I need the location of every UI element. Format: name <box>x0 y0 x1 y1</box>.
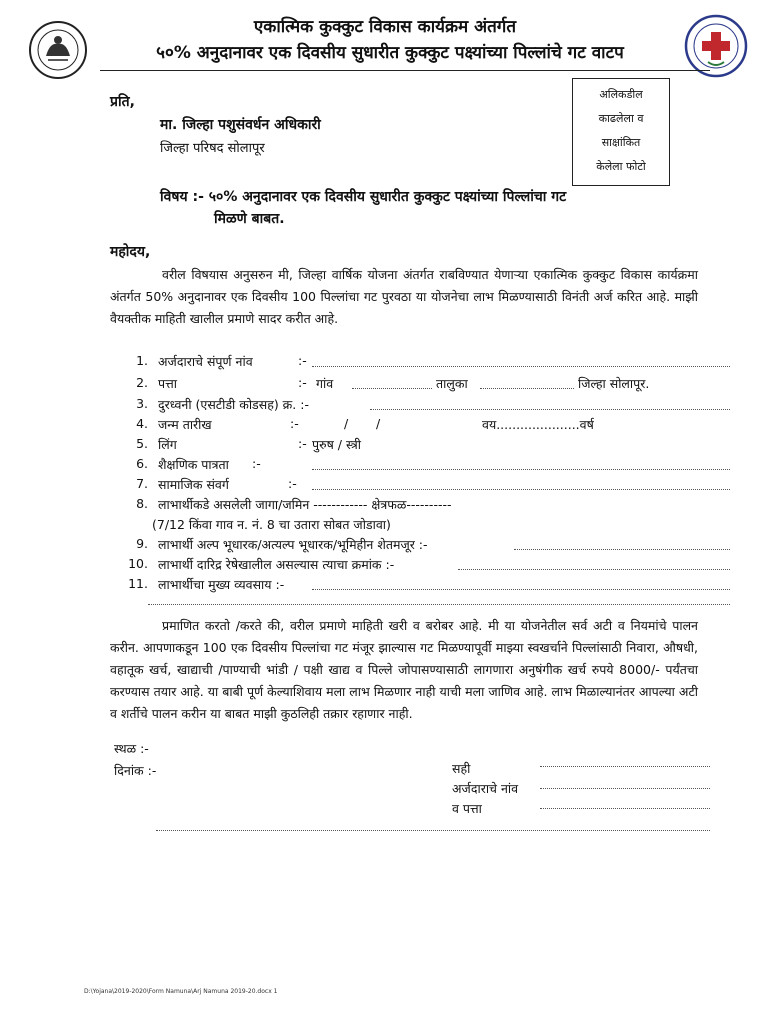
field-sep: :- <box>288 476 297 491</box>
landholder-field-line[interactable] <box>514 549 730 550</box>
education-field-line[interactable] <box>312 469 730 470</box>
photo-box-line: केलेला फोटो <box>596 160 646 173</box>
form-title-line1: एकात्मिक कुक्कुट विकास कार्यक्रम अंतर्गत <box>253 17 517 37</box>
field-land-note: (7/12 किंवा गाव न. नं. 8 चा उतारा सोबत जोडावा) <box>152 517 391 532</box>
field-sep: :- <box>298 375 307 390</box>
intro-text: वरील विषयास अनुसरुन मी, जिल्हा वार्षिक योजना अंतर्गत राबविण्यात येणाऱ्या एकात्मिक कुक्कुट विकास कार्यक्रमा अंतर्गत 50% अनुदानावर एक दिवसीय 100 पिल्लांचा गट पुरवठा या योजनेचा लाभ मिळण्यासाठी विनंती अर्ज करित आहे. माझी वैयक्तीक माहिती खालील प्रमाणे सादर करीत आहे. <box>110 267 698 326</box>
photo-box-line: काढलेला व <box>598 112 644 125</box>
officer-title: मा. जिल्हा पशुसंवर्धन अधिकारी <box>160 117 321 133</box>
field-number: 2. <box>136 375 148 390</box>
district-label: जिल्हा सोलापूर. <box>578 376 650 391</box>
field-number: 1. <box>136 353 148 368</box>
place-label: स्थळ :- <box>114 741 149 756</box>
field-label-dob: जन्म तारीख <box>158 417 212 432</box>
field-label-landholder: लाभार्थी अल्प भूधारक/अत्यल्प भूधारक/भूमिहीन शेतमजूर :- <box>158 537 428 552</box>
phone-field-line[interactable] <box>370 409 730 410</box>
field-label-bpl: लाभार्थी दारिद्र रेषेखालील असल्यास त्याचा क्रमांक :- <box>158 557 395 572</box>
date-label: दिनांक :- <box>114 763 157 778</box>
gender-options[interactable]: पुरुष / स्त्री <box>312 437 361 452</box>
right-seal-logo <box>684 14 748 78</box>
field-label-land: लाभार्थीकडे असलेली जागा/जमिन ------------ क्षेत्रफळ---------- <box>158 497 452 512</box>
sign-label: सही <box>452 761 471 776</box>
address-field-line2[interactable] <box>156 830 710 831</box>
field-label-name: अर्जदाराचे संपूर्ण नांव <box>158 354 253 369</box>
intro-paragraph <box>110 264 698 330</box>
field-label-occupation: लाभार्थीचा मुख्य व्यवसाय :- <box>158 577 285 592</box>
bpl-field-line[interactable] <box>458 569 730 570</box>
title-underline <box>100 70 710 71</box>
field-sep: :- <box>298 436 307 451</box>
subject-line1: विषय :- ५०% अनुदानावर एक दिवसीय सुधारीत कुक्कुट पक्ष्यांच्या पिल्लांचा गट <box>160 189 567 205</box>
gaon-label: गांव <box>316 376 334 391</box>
office-name: जिल्हा परिषद सोलापूर <box>160 141 265 156</box>
taluka-label: तालुका <box>436 376 468 391</box>
occupation-field-line[interactable] <box>312 589 730 590</box>
field-number: 6. <box>136 456 148 471</box>
form-title-line2: ५०% अनुदानावर एक दिवसीय सुधारीत कुक्कुट पक्ष्यांच्या पिल्लांचे गट वाटप <box>156 43 624 63</box>
prati-label: प्रति, <box>110 94 135 110</box>
field-number: 9. <box>136 536 148 551</box>
declaration-paragraph <box>110 615 698 725</box>
field-label-gender: लिंग <box>158 437 177 452</box>
sign-field-line[interactable] <box>540 766 710 767</box>
left-seal-logo <box>28 20 88 80</box>
field-number: 8. <box>136 496 148 511</box>
field-label-phone: दुरध्वनी (एसटीडी कोडसह) क्र. :- <box>158 397 309 412</box>
field-label-education: शैक्षणिक पात्रता <box>158 457 229 472</box>
dob-slash: / <box>376 416 381 431</box>
field-sep: :- <box>252 456 261 471</box>
applicant-name-label: अर्जदाराचे नांव <box>452 781 519 796</box>
taluka-field-line[interactable] <box>480 388 574 389</box>
footer-file-path: D:\Yojana\2019-2020\Form Namuna\Arj Namuna 2019-20.docx 1 <box>84 988 278 995</box>
occupation-field-line2[interactable] <box>148 604 730 605</box>
field-sep: :- <box>298 353 307 368</box>
dob-slash: / <box>344 416 349 431</box>
field-number: 4. <box>136 416 148 431</box>
field-label-category: सामाजिक संवर्ग <box>158 477 229 492</box>
field-sep: :- <box>290 416 299 431</box>
field-number: 10. <box>128 556 148 571</box>
name-field-line[interactable] <box>312 366 730 367</box>
field-number: 3. <box>136 396 148 411</box>
applicant-address-field-line[interactable] <box>540 808 710 809</box>
salutation: महोदय, <box>110 244 151 260</box>
applicant-name-field-line[interactable] <box>540 788 710 789</box>
field-number: 5. <box>136 436 148 451</box>
age-label: वय.....................वर्ष <box>482 417 594 432</box>
photo-box-line: साक्षांकित <box>601 136 641 149</box>
photo-box <box>572 78 670 186</box>
photo-box-line: अलिकडील <box>599 88 643 101</box>
field-number: 7. <box>136 476 148 491</box>
subject-line2: मिळणे बाबत. <box>214 211 285 227</box>
category-field-line[interactable] <box>312 489 730 490</box>
applicant-address-label: व पत्ता <box>452 801 482 816</box>
field-label-address: पत्ता <box>158 376 177 391</box>
field-number: 11. <box>128 576 148 591</box>
gaon-field-line[interactable] <box>352 388 432 389</box>
declaration-text: प्रमाणित करतो /करते की, वरील प्रमाणे माहिती खरी व बरोबर आहे. मी या योजनेतील सर्व अटी व नियमांचे पालन करीन. आपणाकडून 100 एक दिवसीय पिल्लांचा गट मंजूर झाल्यास गट मिळण्यापूर्वी माझ्या स्वखर्चाने पिल्लांसाठी निवारा, औषधी, वहातूक खर्च, खाद्याची /पाण्याची भांडी / पक्षी खाद्य व पिल्ले जोपासण्यासाठी लागणारा अनुषंगीक खर्च रुपये 8000/- पर्यंतचा करण्यास तयार आहे. या बाबी पूर्ण केल्याशिवाय मला लाभ मिळणार नाही याची मला जाणिव आहे. लाभ मिळाल्यानंतर आपल्या अटी व शर्तीचे पालन करीन या बाबत माझी कुठलिही तक्रार रहाणार नाही. <box>110 618 698 721</box>
